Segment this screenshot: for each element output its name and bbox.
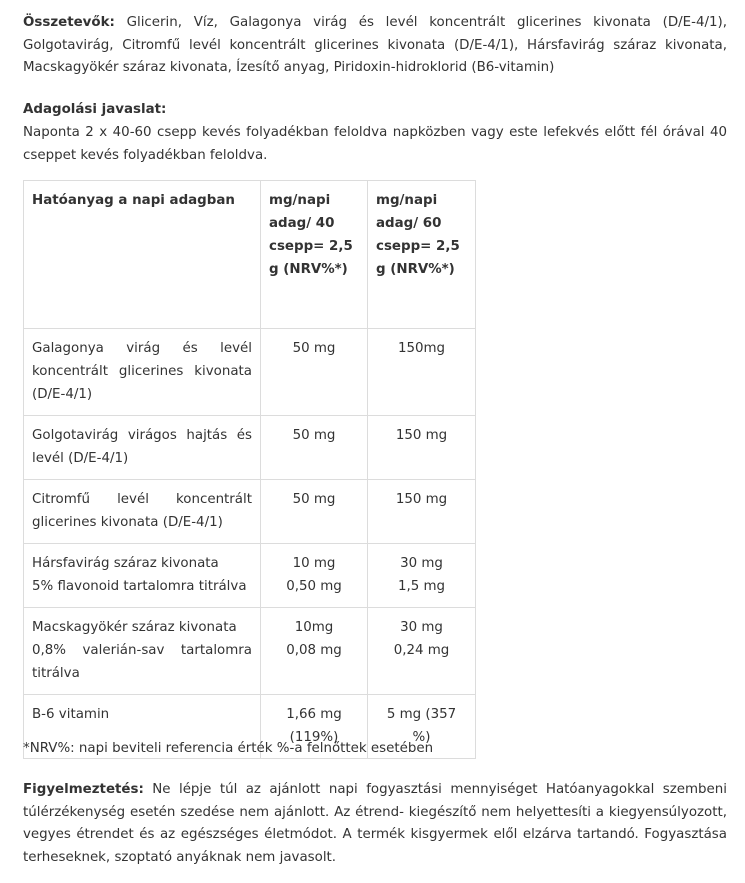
- dose-60-value: 150mg: [368, 329, 476, 416]
- ingredient-name: Citromfű levél koncentrált glicerines kivonata (D/E-4/1): [24, 480, 261, 544]
- dosage-text: Naponta 2 x 40-60 csepp kevés folyadékban feloldva napközben vagy este lefekvés előtt fél órával 40 cseppet kevés folyadékban feloldva.: [23, 125, 727, 163]
- table-row: [24, 329, 476, 416]
- ingredients-paragraph: [23, 12, 727, 80]
- ingredient-name: Galagonya virág és levél koncentrált glicerines kivonata (D/E-4/1): [24, 329, 261, 416]
- dose-40-cell: [261, 608, 368, 695]
- ingredient-name: Golgotavirág virágos hajtás és levél (D/E-4/1): [24, 416, 261, 480]
- dose-40-value: 50 mg: [261, 416, 368, 480]
- dose-60-value: 30 mg: [400, 556, 443, 571]
- dose-40-value: 1,66 mg: [286, 707, 342, 722]
- table-row: [24, 480, 476, 544]
- dose-40-value: 10mg: [294, 620, 334, 635]
- active-ingredients-table: [23, 180, 476, 759]
- header-ingredient: Hatóanyag a napi adagban: [24, 181, 261, 329]
- ingredients-text: Glicerin, Víz, Galagonya virág és levél koncentrált glicerines kivonata (D/E-4/1), Golgotavirág, Citromfű levél koncentrált glicerines kivonata (D/E-4/1), Hársfavirág száraz kivonata, Macskagyökér száraz kivonata, Ízesítő anyag, Piridoxin-hidroklorid (B6-vitamin): [23, 15, 727, 76]
- dose-40-value: 50 mg: [261, 480, 368, 544]
- dose-40-cell: [261, 544, 368, 608]
- ingredients-label: Összetevők:: [23, 15, 115, 30]
- ingredient-cell: [24, 544, 261, 608]
- dose-60-value: 1,5 mg: [397, 579, 446, 594]
- dose-60-cell: [368, 544, 476, 608]
- warning-label: Figyelmeztetés:: [23, 782, 144, 797]
- dose-40-value: 0,08 mg: [286, 643, 342, 658]
- warning-paragraph: [23, 779, 727, 869]
- table-row: [24, 544, 476, 608]
- ingredient-cell: [24, 608, 261, 695]
- warning-text: Ne lépje túl az ajánlott napi fogyasztási mennyiséget Hatóanyagokkal szembeni túlérzékenység esetén szedése nem ajánlott. Az étrend- kiegészítő nem helyettesíti a kiegyensúlyozott, vegyes étrendet és az egészséges életmódot. A termék kisgyermek elől elzárva tartandó. Fogyasztása terheseknek, szoptató anyáknak nem javasolt.: [23, 782, 727, 865]
- dose-40-value: (119%): [289, 730, 339, 745]
- header-dose-40: mg/napi adag/ 40 csepp= 2,5 g (NRV%*): [261, 181, 368, 329]
- dose-60-value: 30 mg: [400, 620, 443, 635]
- table-header-row: [24, 181, 476, 329]
- ingredient-name: Macskagyökér száraz kivonata: [32, 620, 237, 635]
- dose-60-value: 5 mg (357 %): [368, 695, 476, 759]
- dosage-label: Adagolási javaslat:: [23, 102, 167, 117]
- dose-40-value: 50 mg: [261, 329, 368, 416]
- ingredient-name: Hársfavirág száraz kivonata: [32, 556, 219, 571]
- dose-40-value: 10 mg: [292, 556, 336, 571]
- ingredient-standardization: 0,8% valerián-sav tartalomra titrálva: [32, 643, 252, 681]
- table-row: [24, 608, 476, 695]
- header-dose-60: mg/napi adag/ 60 csepp= 2,5 g (NRV%*): [368, 181, 476, 329]
- ingredient-standardization: 5% flavonoid tartalomra titrálva: [32, 579, 247, 594]
- nrv-footnote: *NRV%: napi beviteli referencia érték %-a felnőttek esetében: [23, 741, 434, 756]
- dose-60-value: 150 mg: [368, 416, 476, 480]
- dose-40-value: 0,50 mg: [286, 579, 342, 594]
- ingredient-name: B-6 vitamin: [24, 695, 261, 759]
- dose-60-cell: [368, 608, 476, 695]
- dose-60-value: 0,24 mg: [393, 643, 450, 658]
- table-row: [24, 416, 476, 480]
- dose-60-value: 150 mg: [368, 480, 476, 544]
